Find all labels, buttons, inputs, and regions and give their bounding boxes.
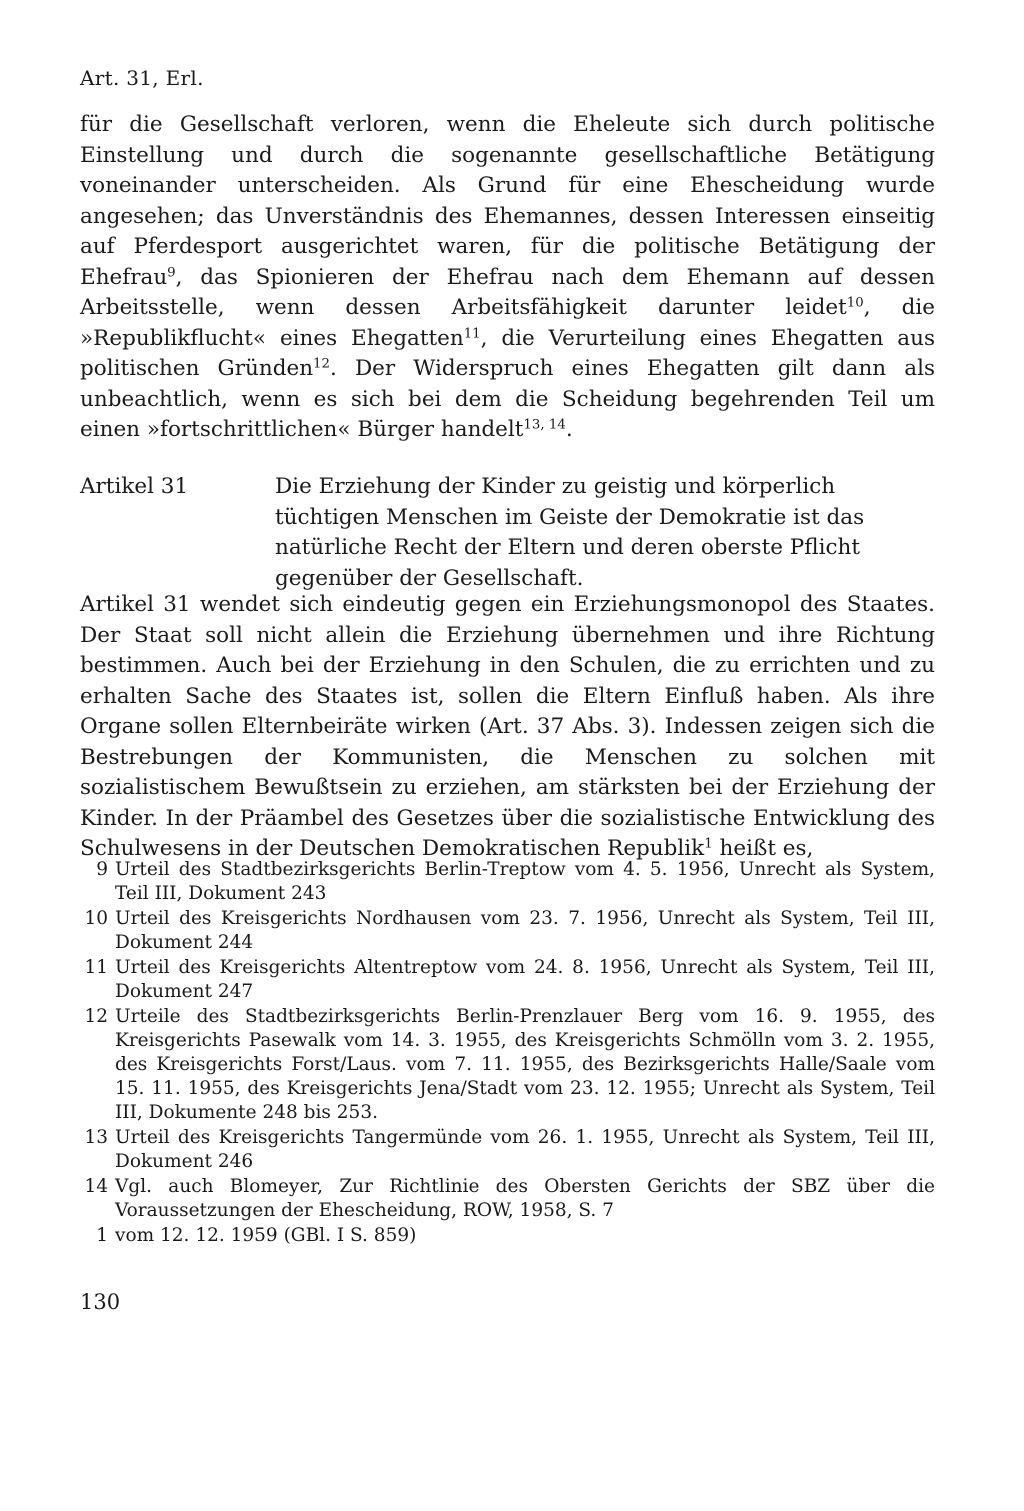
- footnote-ref-13-14[interactable]: 13, 14: [523, 417, 566, 433]
- paragraph-text: , die »Republikflucht« eines Ehegatten: [80, 295, 935, 351]
- footnote-number: 14: [84, 1176, 108, 1197]
- footnote-number: 1: [96, 1225, 108, 1246]
- footnote: [80, 956, 935, 1004]
- paragraph-text: heißt es,: [712, 836, 814, 861]
- footnote: [80, 1224, 935, 1248]
- article-label: Artikel 31: [80, 474, 189, 499]
- footnotes: [80, 858, 935, 1249]
- footnote: [80, 1005, 935, 1125]
- footnote-text: Vgl. auch Blomeyer, Zur Richtlinie des Obersten Gerichts der SBZ über die Voraussetzungen der Ehescheidung, ROW, 1958, S. 7: [115, 1176, 935, 1221]
- footnote-number: 9: [96, 859, 108, 880]
- footnote-text: Urteil des Kreisgerichts Altentreptow vom 24. 8. 1956, Unrecht als System, Teil III, Dokument 247: [115, 957, 935, 1002]
- paragraph-text: , das Spionieren der Ehefrau nach dem Ehemann auf dessen Arbeitsstelle, wenn dessen Arbeitsfähigkeit darunter leidet: [80, 264, 935, 320]
- footnote: [80, 907, 935, 955]
- paragraph-text: , die Verurteilung eines Ehegatten aus politischen Gründen: [80, 325, 935, 381]
- footnote-text: Urteil des Stadtbezirksgerichts Berlin-Treptow vom 4. 5. 1956, Unrecht als System, Teil III, Dokument 243: [115, 859, 935, 904]
- footnote-number: 10: [84, 908, 108, 929]
- footnote-text: Urteil des Kreisgerichts Tangermünde vom 26. 1. 1955, Unrecht als System, Teil III, Dokument 246: [115, 1127, 935, 1172]
- footnote: [80, 858, 935, 906]
- footnote-ref-1[interactable]: 1: [704, 836, 713, 852]
- paragraph-text: für die Gesellschaft verloren, wenn die Eheleute sich durch politische Einstellung und durch die sogenannte gesellschaftliche Betätigung voneinander unterscheiden. Als Grund für eine Ehescheidung wurde angesehen; das Unverständnis des Ehemannes, dessen Interessen einseitig auf Pferdesport ausgerichtet waren, für die politische Betätigung der Ehefrau: [80, 112, 935, 290]
- running-head: Art. 31, Erl.: [80, 66, 204, 90]
- footnote-text: Urteile des Stadtbezirksgerichts Berlin-Prenzlauer Berg vom 16. 9. 1955, des Kreisgerichts Pasewalk vom 14. 3. 1955, des Kreisgerichts Schmölln vom 3. 2. 1955, des Kreisgerichts Forst/Laus. vom 7. 11. 1955, des Bezirksgerichts Halle/Saale vom 15. 11. 1955, des Kreisgerichts Jena/Stadt vom 23. 12. 1955; Unrecht als System, Teil III, Dokumente 248 bis 253.: [115, 1006, 935, 1123]
- paragraph-text: .: [565, 417, 573, 442]
- article-text: Die Erziehung der Kinder zu geistig und körperlich tüchtigen Menschen im Geiste der Demokratie ist das natürliche Recht der Eltern und deren oberste Pflicht gegenüber der Gesellschaft.: [275, 474, 865, 591]
- commentary-paragraph: [80, 590, 935, 865]
- paragraph-text: Artikel 31 wendet sich eindeutig gegen ein Erziehungsmonopol des Staates. Der Staat soll nicht allein die Erziehung übernehmen und ihre Richtung bestimmen. Auch bei der Erziehung in den Schulen, die zu errichten und zu erhalten Sache des Staates ist, sollen die Eltern Einfluß haben. Als ihre Organe sollen Elternbeiräte wirken (Art. 37 Abs. 3). Indessen zeigen sich die Bestrebungen der Kommunisten, die Menschen zu solchen mit sozialistischem Bewußtsein zu erziehen, am stärksten bei der Erziehung der Kinder. In der Präambel des Gesetzes über die sozialistische Entwicklung des Schulwesens in der Deutschen Demokratischen Republik: [80, 592, 935, 861]
- footnote: [80, 1126, 935, 1174]
- footnote-ref-12[interactable]: 12: [313, 356, 331, 372]
- footnote-number: 13: [84, 1127, 108, 1148]
- footnote-ref-9[interactable]: 9: [167, 265, 176, 281]
- footnote-ref-11[interactable]: 11: [463, 326, 481, 342]
- footnote-ref-10[interactable]: 10: [846, 295, 864, 311]
- page-number: 130: [80, 1290, 121, 1314]
- footnote-number: 11: [84, 957, 108, 978]
- paragraph-text: . Der Widerspruch eines Ehegatten gilt dann als unbeachtlich, wenn es sich bei dem die Scheidung begehrenden Teil um einen »fortschrittlichen« Bürger handelt: [80, 356, 935, 442]
- top-paragraph: [80, 110, 935, 446]
- footnote-text: vom 12. 12. 1959 (GBl. I S. 859): [115, 1225, 417, 1246]
- footnote-text: Urteil des Kreisgerichts Nordhausen vom 23. 7. 1956, Unrecht als System, Teil III, Dokument 244: [115, 908, 935, 953]
- footnote: [80, 1175, 935, 1223]
- footnote-number: 12: [84, 1006, 108, 1027]
